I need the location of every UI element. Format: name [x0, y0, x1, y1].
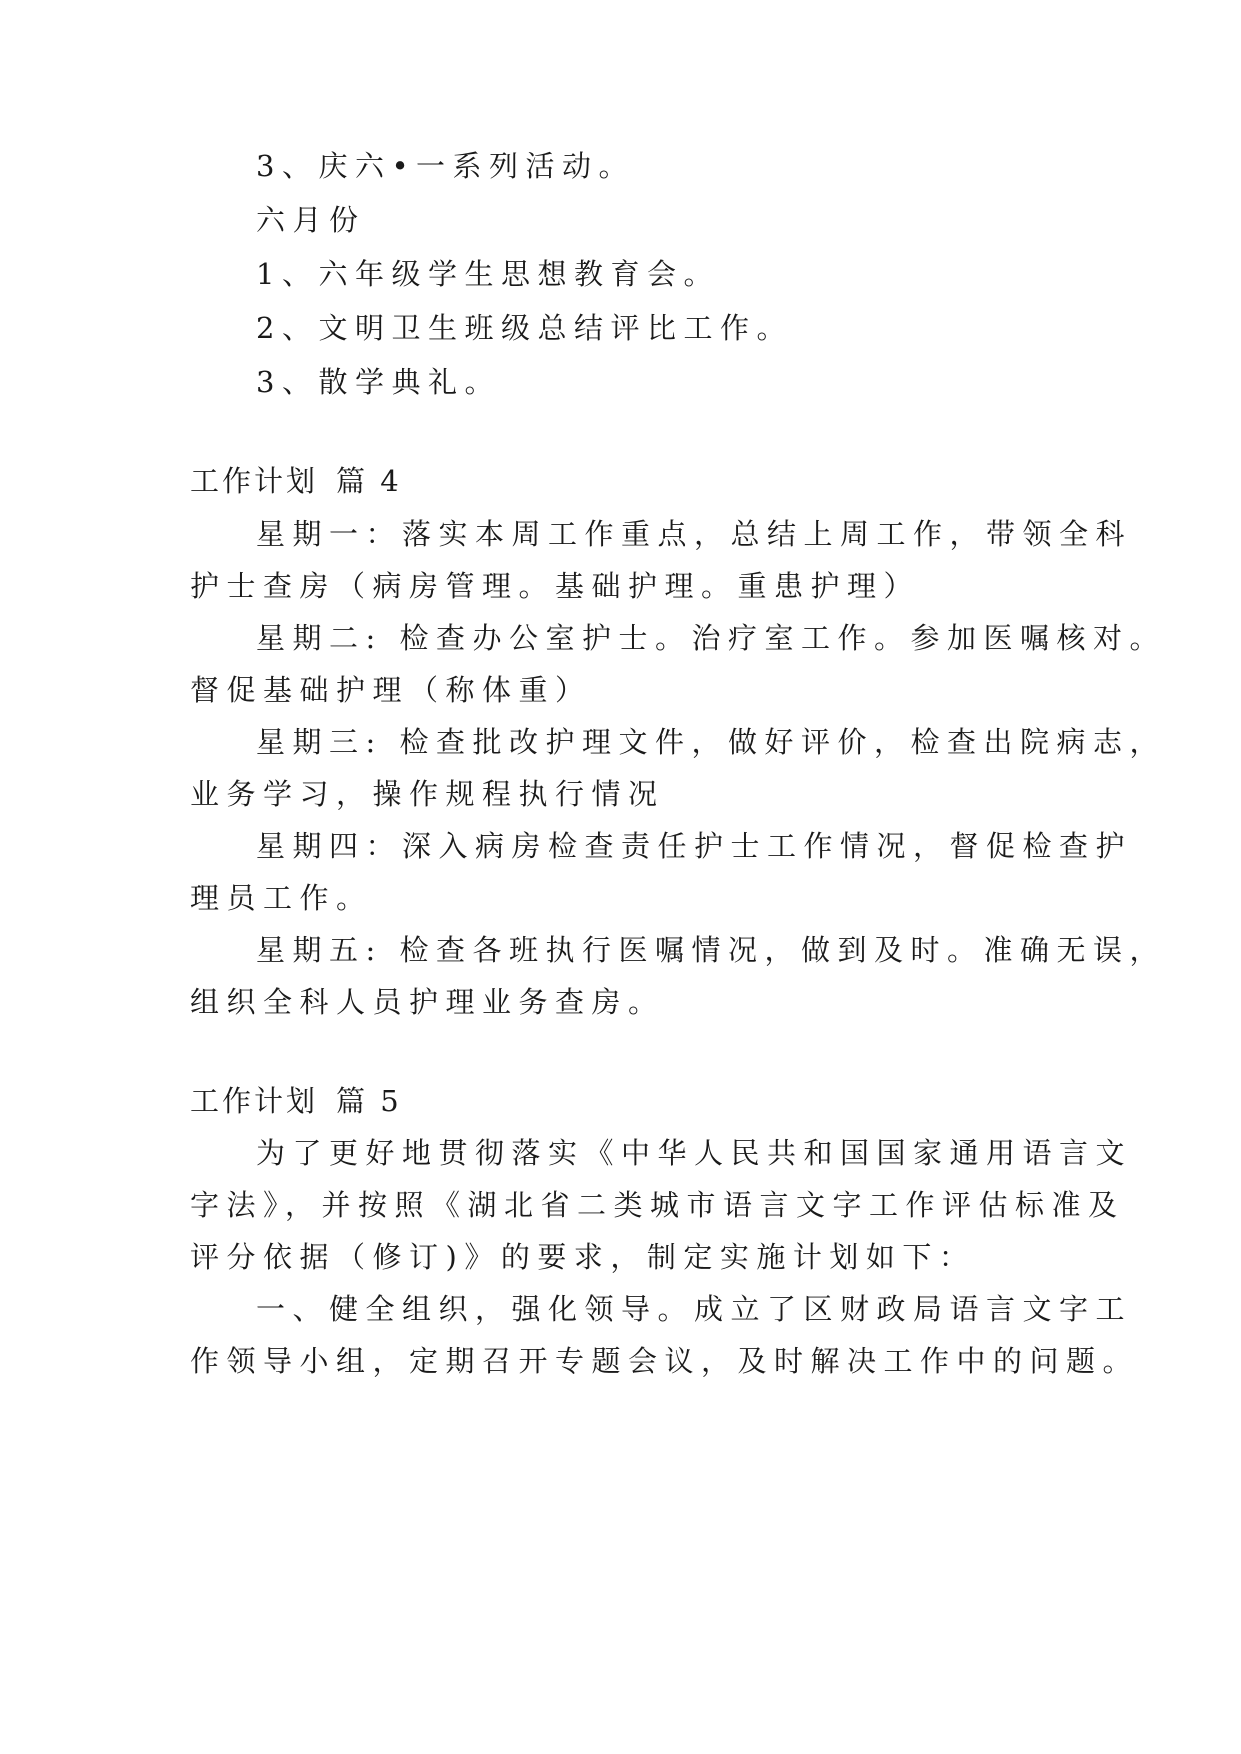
list-item: 1、六年级学生思想教育会。 [256, 257, 720, 291]
section-heading-plan-5 [190, 1081, 402, 1121]
paragraph-line: 组织全科人员护理业务查房。 [190, 985, 665, 1019]
paragraph-line: 一、健全组织，强化领导。成立了区财政局语言文字工 [256, 1292, 1133, 1326]
paragraph-line: 护士查房（病房管理。基础护理。重患护理） [190, 569, 921, 603]
paragraph-line: 星期四：深入病房检查责任护士工作情况，督促检查护 [256, 829, 1133, 863]
section-title: 工作计划 [190, 1084, 319, 1118]
paragraph-line: 为了更好地贯彻落实《中华人民共和国国家通用语言文 [256, 1136, 1133, 1170]
paragraph-line: 星期二: 检查办公室护士。治疗室工作。参加医嘱核对。 [256, 621, 1166, 655]
list-item: 3、散学典礼。 [256, 365, 501, 399]
list-item: 3、庆六•一系列活动。 [256, 149, 636, 183]
paragraph-line: 督促基础护理（称体重） [190, 673, 592, 707]
section-title: 工作计划 [190, 464, 319, 498]
paragraph-line: 字法》，并按照《湖北省二类城市语言文字工作评估标准及 [190, 1188, 1125, 1222]
list-item: 2、文明卫生班级总结评比工作。 [256, 311, 793, 345]
paragraph-line: 理员工作。 [190, 881, 373, 915]
paragraph-line: 星期一：落实本周工作重点，总结上周工作，带领全科 [256, 517, 1133, 551]
paragraph-line: 星期三: 检查批改护理文件，做好评价，检查出院病志， [256, 725, 1166, 759]
paragraph-line: 作领导小组，定期召开专题会议，及时解决工作中的问题。 [190, 1344, 1140, 1378]
section-heading-plan-4 [190, 461, 402, 501]
paragraph-line: 业务学习，操作规程执行情况 [190, 777, 665, 811]
paragraph-line: 星期五: 检查各班执行医嘱情况，做到及时。准确无误， [256, 933, 1166, 967]
section-number: 篇 5 [336, 1084, 402, 1118]
paragraph-line: 评分依据（修订)》的要求，制定实施计划如下： [190, 1240, 976, 1274]
section-number: 篇 4 [336, 464, 402, 498]
month-heading: 六月份 [256, 203, 366, 237]
